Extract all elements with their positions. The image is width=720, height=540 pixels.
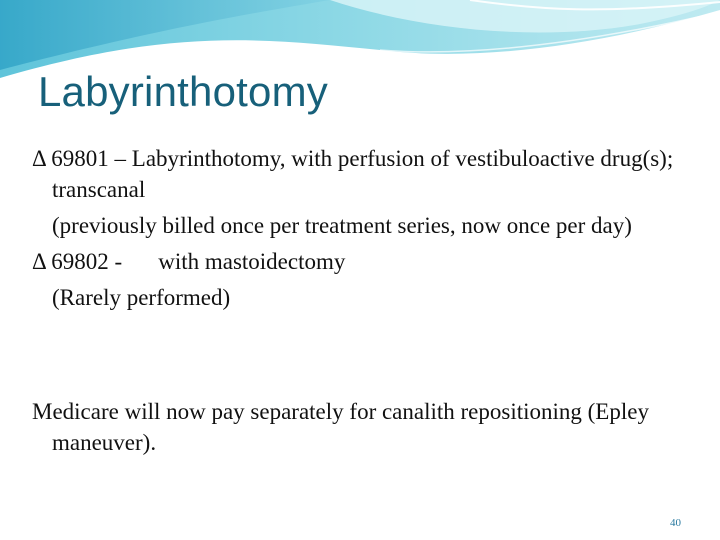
delta-marker: Δ bbox=[32, 249, 46, 274]
code-69801-note: (previously billed once per treatment series, now once per day) bbox=[52, 213, 632, 238]
slide-body bbox=[32, 143, 702, 458]
code-69801-item bbox=[32, 143, 702, 205]
code-69801-text: 69801 – Labyrinthotomy, with perfusion of vestibuloactive drug(s); transcanal bbox=[51, 146, 674, 202]
slide-title: Labyrinthotomy bbox=[38, 68, 328, 115]
code-69802-desc: with mastoidectomy bbox=[158, 249, 346, 274]
page-number: 40 bbox=[670, 517, 681, 529]
code-69802-note: (Rarely performed) bbox=[52, 285, 231, 310]
code-69802-code: 69802 - bbox=[51, 249, 123, 274]
code-69802-item bbox=[32, 246, 702, 277]
delta-marker: Δ bbox=[32, 146, 46, 171]
medicare-note: Medicare will now pay separately for canalith repositioning (Epley maneuver). bbox=[32, 399, 649, 455]
